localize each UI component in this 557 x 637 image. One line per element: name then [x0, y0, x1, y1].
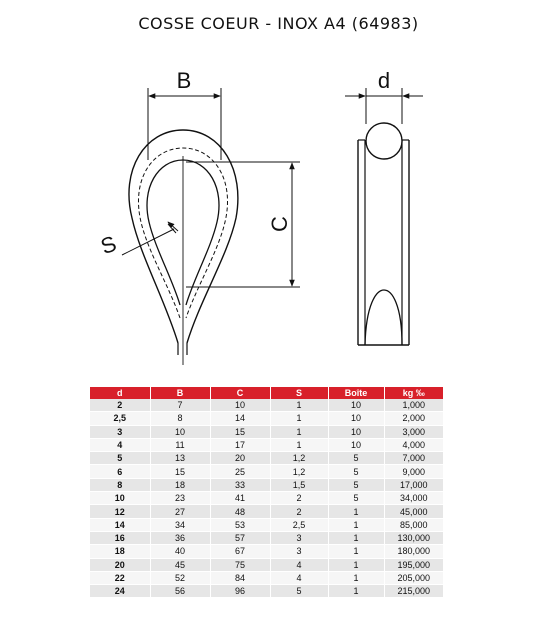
- table-row: [90, 505, 443, 518]
- cell-weight: 85,000: [384, 518, 443, 531]
- side-view: [358, 123, 409, 345]
- dimension-b-label: B: [176, 68, 192, 93]
- table-body: [90, 399, 443, 598]
- cell-c: 48: [210, 505, 270, 518]
- cell-boite: 10: [328, 425, 384, 438]
- header-d: d: [90, 387, 150, 399]
- cell-b: 36: [150, 531, 210, 544]
- cell-s: 1: [270, 399, 328, 412]
- table-row: [90, 585, 443, 598]
- cell-weight: 2,000: [384, 412, 443, 425]
- cell-s: 1,5: [270, 478, 328, 491]
- cell-s: 4: [270, 558, 328, 571]
- cell-d: 24: [90, 585, 150, 598]
- cell-c: 41: [210, 492, 270, 505]
- cell-s: 2: [270, 492, 328, 505]
- cell-s: 1: [270, 412, 328, 425]
- header-b: B: [150, 387, 210, 399]
- cell-d: 14: [90, 518, 150, 531]
- cell-c: 20: [210, 452, 270, 465]
- dimension-c-label: C: [267, 216, 292, 232]
- cell-c: 75: [210, 558, 270, 571]
- cell-c: 17: [210, 438, 270, 451]
- cell-d: 2: [90, 399, 150, 412]
- cell-c: 33: [210, 478, 270, 491]
- header-s: S: [270, 387, 328, 399]
- cable-cross-section: [366, 123, 402, 159]
- cell-b: 18: [150, 478, 210, 491]
- cell-d: 5: [90, 452, 150, 465]
- cell-s: 1: [270, 425, 328, 438]
- cell-b: 8: [150, 412, 210, 425]
- cell-d: 20: [90, 558, 150, 571]
- cell-weight: 4,000: [384, 438, 443, 451]
- cell-boite: 10: [328, 399, 384, 412]
- cell-d: 18: [90, 545, 150, 558]
- table-row: [90, 492, 443, 505]
- table-row: [90, 425, 443, 438]
- page-title: COSSE COEUR - INOX A4 (64983): [138, 14, 419, 33]
- cell-boite: 5: [328, 478, 384, 491]
- cell-d: 22: [90, 571, 150, 584]
- table-header-row: [90, 387, 443, 399]
- dimension-d: [345, 88, 423, 124]
- cell-weight: 7,000: [384, 452, 443, 465]
- front-view: [129, 130, 238, 365]
- cell-s: 5: [270, 585, 328, 598]
- cell-b: 45: [150, 558, 210, 571]
- table-row: [90, 478, 443, 491]
- cell-s: 4: [270, 571, 328, 584]
- cell-boite: 10: [328, 412, 384, 425]
- table-row: [90, 531, 443, 544]
- header-c: C: [210, 387, 270, 399]
- cell-boite: 1: [328, 545, 384, 558]
- dimension-s-label: S: [97, 230, 120, 260]
- cell-d: 3: [90, 425, 150, 438]
- cell-d: 8: [90, 478, 150, 491]
- cell-boite: 5: [328, 465, 384, 478]
- dimension-b: [148, 88, 221, 160]
- cell-weight: 205,000: [384, 571, 443, 584]
- cell-weight: 3,000: [384, 425, 443, 438]
- cell-d: 4: [90, 438, 150, 451]
- cell-s: 2: [270, 505, 328, 518]
- cell-weight: 1,000: [384, 399, 443, 412]
- cell-b: 15: [150, 465, 210, 478]
- cell-b: 23: [150, 492, 210, 505]
- cell-weight: 34,000: [384, 492, 443, 505]
- cell-c: 10: [210, 399, 270, 412]
- cell-d: 2,5: [90, 412, 150, 425]
- cell-boite: 1: [328, 571, 384, 584]
- specification-table: [90, 387, 443, 598]
- cell-boite: 1: [328, 518, 384, 531]
- cell-b: 13: [150, 452, 210, 465]
- header-boite: Boîte: [328, 387, 384, 399]
- cell-weight: 195,000: [384, 558, 443, 571]
- cell-c: 53: [210, 518, 270, 531]
- cell-b: 56: [150, 585, 210, 598]
- cell-s: 3: [270, 545, 328, 558]
- cell-b: 34: [150, 518, 210, 531]
- header-weight: kg ‰: [384, 387, 443, 399]
- cell-s: 2,5: [270, 518, 328, 531]
- table-row: [90, 518, 443, 531]
- table-row: [90, 399, 443, 412]
- cell-boite: 1: [328, 505, 384, 518]
- cell-weight: 180,000: [384, 545, 443, 558]
- cell-boite: 10: [328, 438, 384, 451]
- table-row: [90, 545, 443, 558]
- table-row: [90, 412, 443, 425]
- cell-boite: 1: [328, 558, 384, 571]
- cell-d: 16: [90, 531, 150, 544]
- cell-weight: 130,000: [384, 531, 443, 544]
- cell-d: 10: [90, 492, 150, 505]
- cell-c: 14: [210, 412, 270, 425]
- cell-weight: 215,000: [384, 585, 443, 598]
- cell-b: 40: [150, 545, 210, 558]
- cell-boite: 5: [328, 492, 384, 505]
- cell-c: 57: [210, 531, 270, 544]
- cell-c: 15: [210, 425, 270, 438]
- cell-boite: 1: [328, 531, 384, 544]
- table-row: [90, 558, 443, 571]
- cell-c: 25: [210, 465, 270, 478]
- cell-boite: 1: [328, 585, 384, 598]
- cell-s: 1,2: [270, 465, 328, 478]
- cell-b: 7: [150, 399, 210, 412]
- cell-d: 12: [90, 505, 150, 518]
- cell-c: 84: [210, 571, 270, 584]
- cell-c: 67: [210, 545, 270, 558]
- side-groove-bottom: [365, 290, 402, 345]
- table-row: [90, 465, 443, 478]
- cell-weight: 9,000: [384, 465, 443, 478]
- cell-b: 10: [150, 425, 210, 438]
- dimension-d-label: d: [377, 68, 391, 93]
- table-row: [90, 571, 443, 584]
- cell-s: 1,2: [270, 452, 328, 465]
- cell-s: 1: [270, 438, 328, 451]
- table-row: [90, 452, 443, 465]
- cell-weight: 17,000: [384, 478, 443, 491]
- cell-b: 27: [150, 505, 210, 518]
- cell-c: 96: [210, 585, 270, 598]
- cell-weight: 45,000: [384, 505, 443, 518]
- cell-s: 3: [270, 531, 328, 544]
- table-row: [90, 438, 443, 451]
- cell-boite: 5: [328, 452, 384, 465]
- cell-b: 11: [150, 438, 210, 451]
- cell-b: 52: [150, 571, 210, 584]
- cell-d: 6: [90, 465, 150, 478]
